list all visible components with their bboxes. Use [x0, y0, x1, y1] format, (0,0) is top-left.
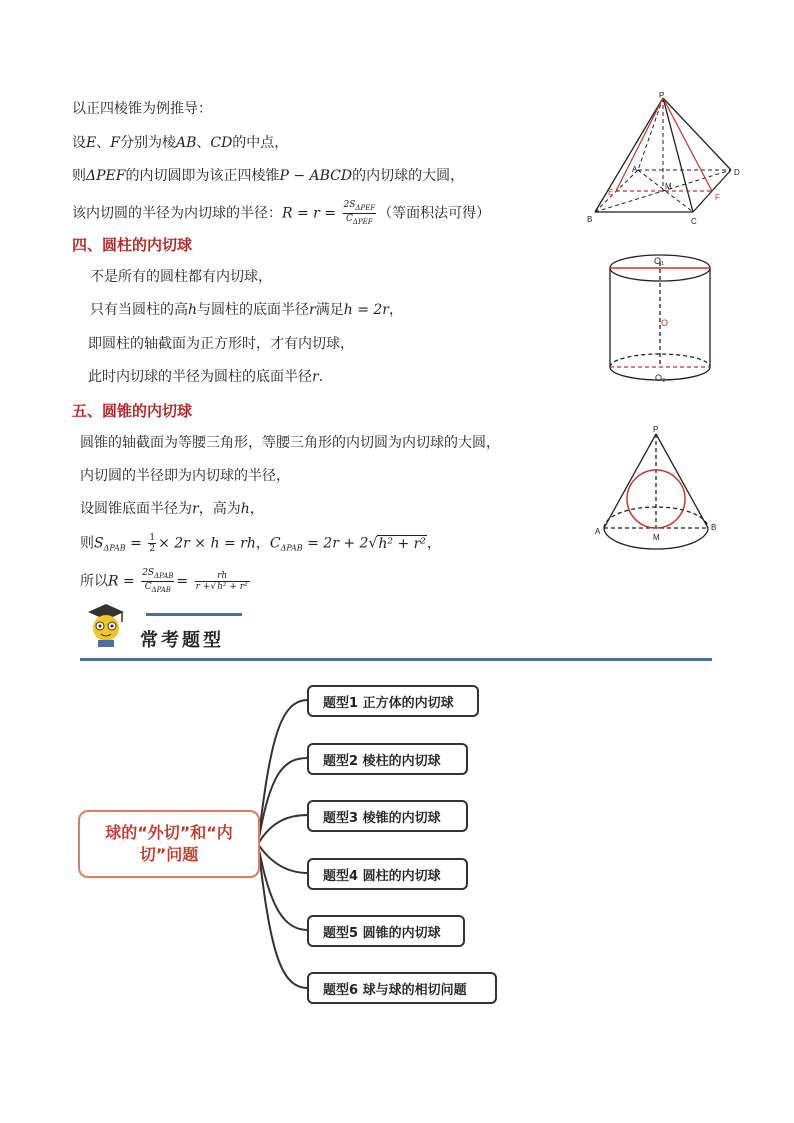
cone-label-b: B: [711, 523, 717, 532]
mindmap-item-2[interactable]: 题型2 棱柱的内切球: [307, 743, 468, 775]
cone-figure: [594, 424, 724, 554]
cyl-line-3: 即圆柱的轴截面为正方形时，才有内切球，: [88, 336, 354, 352]
cylinder-label-o1: O₁: [654, 256, 665, 266]
fraction-half: $\frac{1}{2}$: [149, 533, 156, 554]
cone-line-2: 内切圆的半径即为内切球的半径，: [80, 468, 290, 484]
fraction-r: $\frac{2S_{\Delta PEF}}{C_{\Delta PEF}}$: [343, 200, 376, 226]
mindmap-center: 球的“外切”和“内切”问题: [78, 810, 260, 878]
pyramid-label-c: C: [691, 217, 697, 226]
pyramid-label-f: F: [715, 193, 720, 202]
heading-cone: 五、圆锥的内切球: [72, 402, 193, 420]
pyramid-label-d: D: [734, 168, 740, 177]
cone-label-a: A: [595, 527, 601, 536]
text-line-4: 该内切圆的半径为内切球的半径：R = r = $\frac{2S_{\Delta PEF}}{C_{\Delta PEF}}$ （等面积法可得）: [72, 200, 491, 226]
fraction-r-cone-2: $\frac{rh}{\text{r +√h² + r²}}$: [195, 571, 248, 592]
cyl-line-2: 只有当圆柱的高h与圆柱的底面半径r满足h = 2r，: [90, 302, 403, 318]
mindmap-item-1[interactable]: 题型1 正方体的内切球: [307, 685, 479, 717]
cyl-line-1: 不是所有的圆柱都有内切球，: [90, 269, 272, 285]
pyramid-label-m: M: [665, 182, 672, 191]
mindmap-item-6[interactable]: 题型6 球与球的相切问题: [307, 972, 497, 1004]
cylinder-label-o2: O₂: [655, 373, 666, 383]
fraction-r-cone-1: $\frac{2S_{\Delta PAB}}{C_{\Delta PAB}}$: [142, 568, 174, 594]
mindmap-item-5[interactable]: 题型5 圆锥的内切球: [307, 915, 465, 947]
text-line-3: 则ΔPEF的内切圆即为该正四棱锥P − ABCD的内切球的大圆，: [72, 168, 465, 184]
pyramid-label-p: P: [659, 91, 665, 100]
cone-line-5: 所以R = $\frac{2S_{\Delta PAB}}{C_{\Delta PAB}}$ = $\frac{rh}{\text{r +√h² + r²}}$: [80, 568, 248, 594]
text-line-2: 设E、F分别为棱AB、CD的中点，: [72, 135, 289, 151]
mindmap-item-3[interactable]: 题型3 棱锥的内切球: [307, 800, 468, 832]
heading-cylinder: 四、圆柱的内切球: [72, 236, 193, 254]
cone-line-4: 则$S_{\Delta PAB}$ = $\frac{1}{2}$ × 2r × h = rh，$C_{\Delta PAB} = 2r + 2√h^2 + r^2$，: [80, 533, 441, 554]
text-line-1: 以正四棱锥为例推导：: [72, 101, 212, 117]
cone-line-1: 圆锥的轴截面为等腰三角形，等腰三角形的内切圆为内切球的大圆，: [80, 435, 500, 451]
pyramid-label-a: A: [632, 165, 638, 174]
cylinder-figure: [604, 250, 716, 386]
pyramid-figure: [583, 90, 743, 228]
banner-title: 常考题型: [140, 630, 224, 651]
pyramid-label-e: E: [608, 188, 614, 197]
mindmap-item-4[interactable]: 题型4 圆柱的内切球: [307, 858, 468, 890]
cylinder-label-o: O: [661, 318, 669, 328]
banner-accent-line: [146, 613, 242, 616]
pyramid-label-b: B: [587, 215, 593, 224]
cone-label-m: M: [653, 533, 660, 542]
cone-line-3: 设圆锥底面半径为r，高为h，: [80, 501, 264, 517]
mascot-icon: [84, 600, 128, 648]
banner-divider: [80, 658, 712, 661]
cone-label-p: P: [653, 425, 659, 434]
cyl-line-4: 此时内切球的半径为圆柱的底面半径r.: [88, 369, 324, 385]
